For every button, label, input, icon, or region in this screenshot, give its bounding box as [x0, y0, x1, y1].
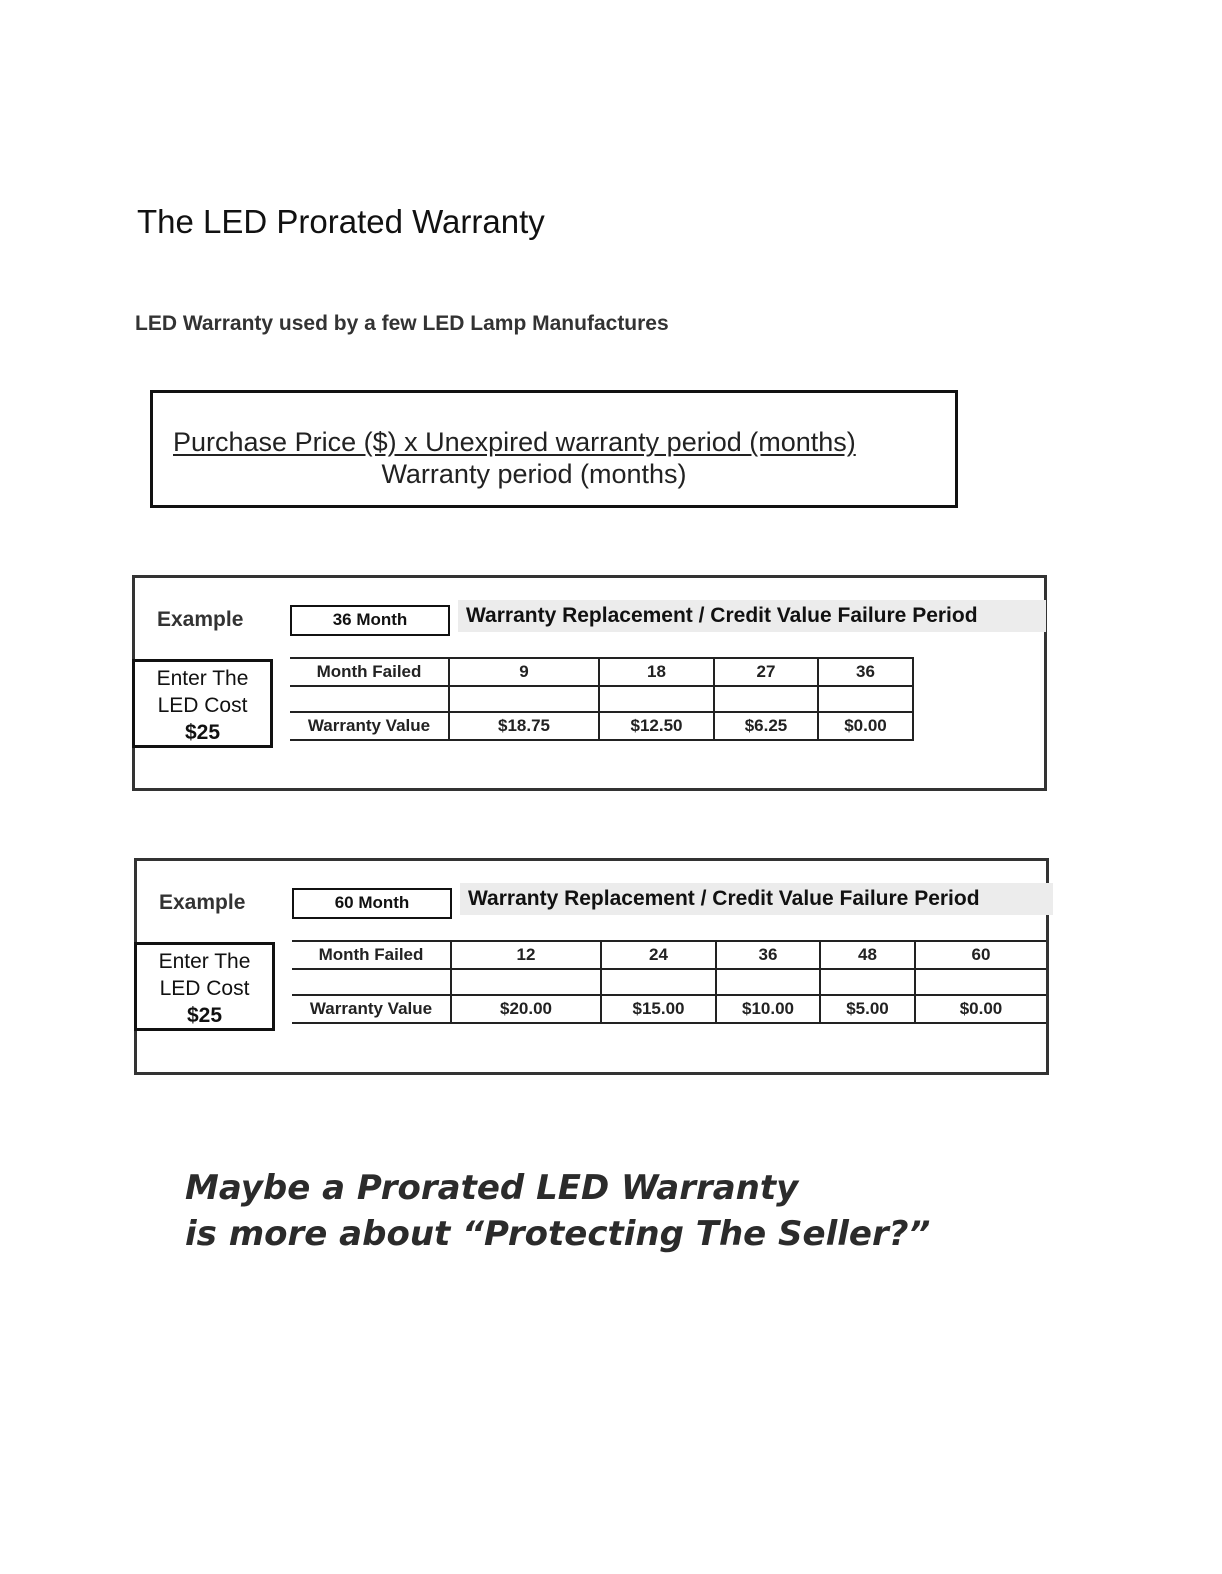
month-cell: 48: [820, 941, 915, 969]
row-label-month-failed: Month Failed: [292, 941, 451, 969]
warranty-table: [292, 940, 1046, 1024]
table-heading: Warranty Replacement / Credit Value Failure Period: [458, 600, 1046, 632]
example-label: Example: [159, 891, 246, 914]
formula-denominator: Warranty period (months): [381, 459, 687, 489]
blank-cell: [292, 969, 451, 995]
example-60-month: [134, 858, 1049, 1075]
formula-box: [150, 390, 958, 508]
page-title: The LED Prorated Warranty: [137, 203, 545, 240]
example-label: Example: [157, 608, 244, 631]
month-cell: 36: [818, 658, 913, 686]
blank-cell: [714, 686, 818, 712]
page-subtitle: LED Warranty used by a few LED Lamp Manufactures: [135, 312, 669, 335]
blank-cell: [820, 969, 915, 995]
blank-cell: [451, 969, 601, 995]
blank-cell: [601, 969, 716, 995]
row-label-warranty-value: Warranty Value: [290, 712, 449, 740]
warranty-table: [290, 657, 914, 741]
value-cell: $18.75: [449, 712, 599, 740]
value-cell: $15.00: [601, 995, 716, 1023]
month-cell: 24: [601, 941, 716, 969]
value-cell: $5.00: [820, 995, 915, 1023]
value-cell: $0.00: [818, 712, 913, 740]
cost-amount: $25: [186, 1004, 223, 1027]
cost-amount: $25: [184, 721, 221, 744]
month-cell: 60: [915, 941, 1046, 969]
value-cell: $0.00: [915, 995, 1046, 1023]
cost-label-line1: Enter The: [156, 667, 249, 690]
month-cell: 27: [714, 658, 818, 686]
blank-cell: [818, 686, 913, 712]
table-heading: Warranty Replacement / Credit Value Failure Period: [460, 883, 1053, 915]
month-cell: 18: [599, 658, 714, 686]
tagline: [185, 1165, 930, 1257]
tagline-line2: is more about “Protecting The Seller?”: [185, 1214, 931, 1254]
led-cost-box: [134, 942, 275, 1031]
value-cell: $10.00: [716, 995, 820, 1023]
month-cell: 9: [449, 658, 599, 686]
warranty-period-box: 60 Month: [292, 888, 452, 919]
example-36-month: [132, 575, 1047, 791]
blank-cell: [915, 969, 1046, 995]
row-label-warranty-value: Warranty Value: [292, 995, 451, 1023]
value-cell: $6.25: [714, 712, 818, 740]
formula-numerator: Purchase Price ($) x Unexpired warranty period (months): [173, 427, 856, 457]
warranty-period-box: 36 Month: [290, 605, 450, 636]
tagline-line1: Maybe a Prorated LED Warranty: [185, 1168, 799, 1208]
blank-cell: [716, 969, 820, 995]
cost-label-line2: LED Cost: [159, 977, 250, 1000]
cost-label-line1: Enter The: [158, 950, 251, 973]
cost-label-line2: LED Cost: [157, 694, 248, 717]
row-label-month-failed: Month Failed: [290, 658, 449, 686]
month-cell: 36: [716, 941, 820, 969]
led-cost-box: [132, 659, 273, 748]
month-cell: 12: [451, 941, 601, 969]
blank-cell: [449, 686, 599, 712]
value-cell: $12.50: [599, 712, 714, 740]
blank-cell: [599, 686, 714, 712]
blank-cell: [290, 686, 449, 712]
value-cell: $20.00: [451, 995, 601, 1023]
